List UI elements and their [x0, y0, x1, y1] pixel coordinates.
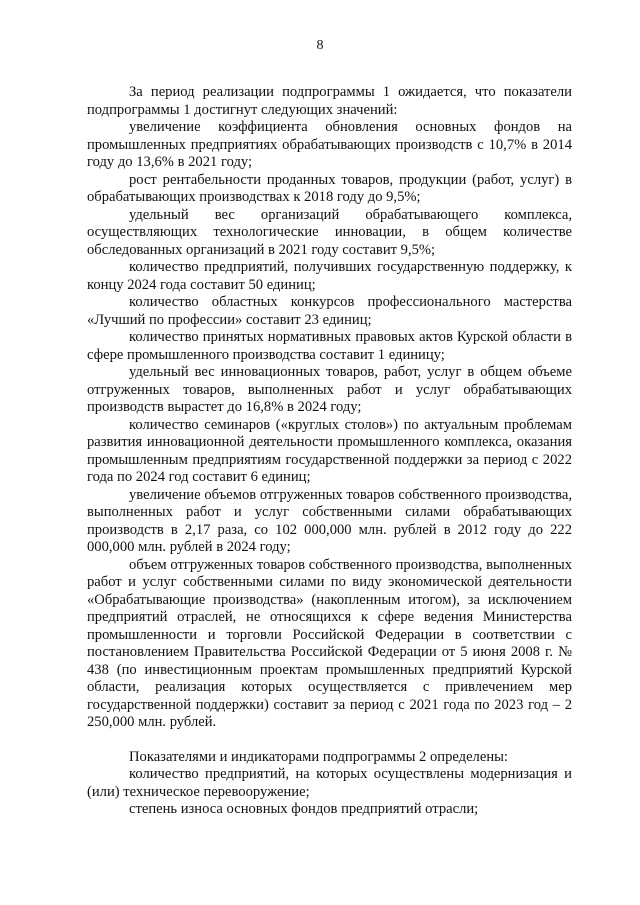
paragraph-intro-subprogram-2: Показателями и индикаторами подпрограммы 2 определены: — [129, 748, 508, 765]
paragraph-innovative-goods-share: удельный вес инновационных товаров, работ, услуг в общем объеме отгруженных товаров, выполненных работ и услуг обрабатывающих производств вырастет до 16,8% в 2024 году; — [87, 364, 572, 415]
paragraph-modernized-enterprises: количество предприятий, на которых осуществлены модернизация и (или) техническое перевооружение; — [87, 766, 572, 800]
paragraph-fixed-assets-renewal: увеличение коэффициента обновления основных фондов на промышленных предприятиях обрабатывающих производств с 10,7% в 2014 году до 13,6% в 2021 году; — [87, 119, 572, 170]
paragraph-shipped-goods-volume: объем отгруженных товаров собственного производства, выполненных работ и услуг собственными силами по виду экономической деятельности «Обрабатывающие производства» (накопленным итогом), за исключением предприятий отраслей, не относящихся к сфере ведения Министерства промышленности и торговли Российской Федерации в соответствии с постановлением Правительства Российской Федерации от 5 июня 2008 г. № 438 (по инвестиционным проектам промышленных предприятий Курской области, реализация которых осуществляется с привлечением мер государственной поддержки) составит за период с 2021 года по 2023 год – 2 250,000 млн. рублей. — [87, 556, 572, 730]
paragraph-intro-subprogram-1: За период реализации подпрограммы 1 ожидается, что показатели подпрограммы 1 достигнут следующих значений: — [87, 84, 572, 118]
paragraph-seminars: количество семинаров («круглых столов») по актуальным проблемам развития инновационной деятельности промышленного комплекса, оказания промышленным предприятиям государственной поддержки за период с 2022 года по 2024 год составит 6 единиц; — [87, 416, 572, 485]
paragraph-shipped-goods-increase: увеличение объемов отгруженных товаров собственного производства, выполненных работ и услуг собственными силами обрабатывающих производств в 2,17 раза, со 102 000,000 млн. рублей в 2012 году до 222 000,000 млн. рублей в 2024 году; — [87, 486, 572, 555]
paragraph-legal-acts: количество принятых нормативных правовых актов Курской области в сфере промышленного производства составит 1 единицу; — [87, 329, 572, 363]
page-number: 8 — [316, 38, 324, 53]
paragraph-innovative-organizations-share: удельный вес организаций обрабатывающего комплекса, осуществляющих технологические инновации, в общем количестве обследованных организаций в 2021 году составит 9,5%; — [87, 206, 572, 258]
paragraph-skills-contests: количество областных конкурсов профессионального мастерства «Лучший по профессии» составит 23 единиц; — [87, 294, 572, 328]
paragraph-fixed-assets-wear: степень износа основных фондов предприятий отрасли; — [129, 801, 479, 817]
paragraph-supported-enterprises: количество предприятий, получивших государственную поддержку, к концу 2024 года составит 50 единиц; — [87, 259, 572, 293]
document-body — [87, 84, 572, 819]
paragraph-profitability-growth: рост рентабельности проданных товаров, продукции (работ, услуг) в обрабатывающих производствах к 2018 году до 9,5%; — [87, 171, 572, 205]
